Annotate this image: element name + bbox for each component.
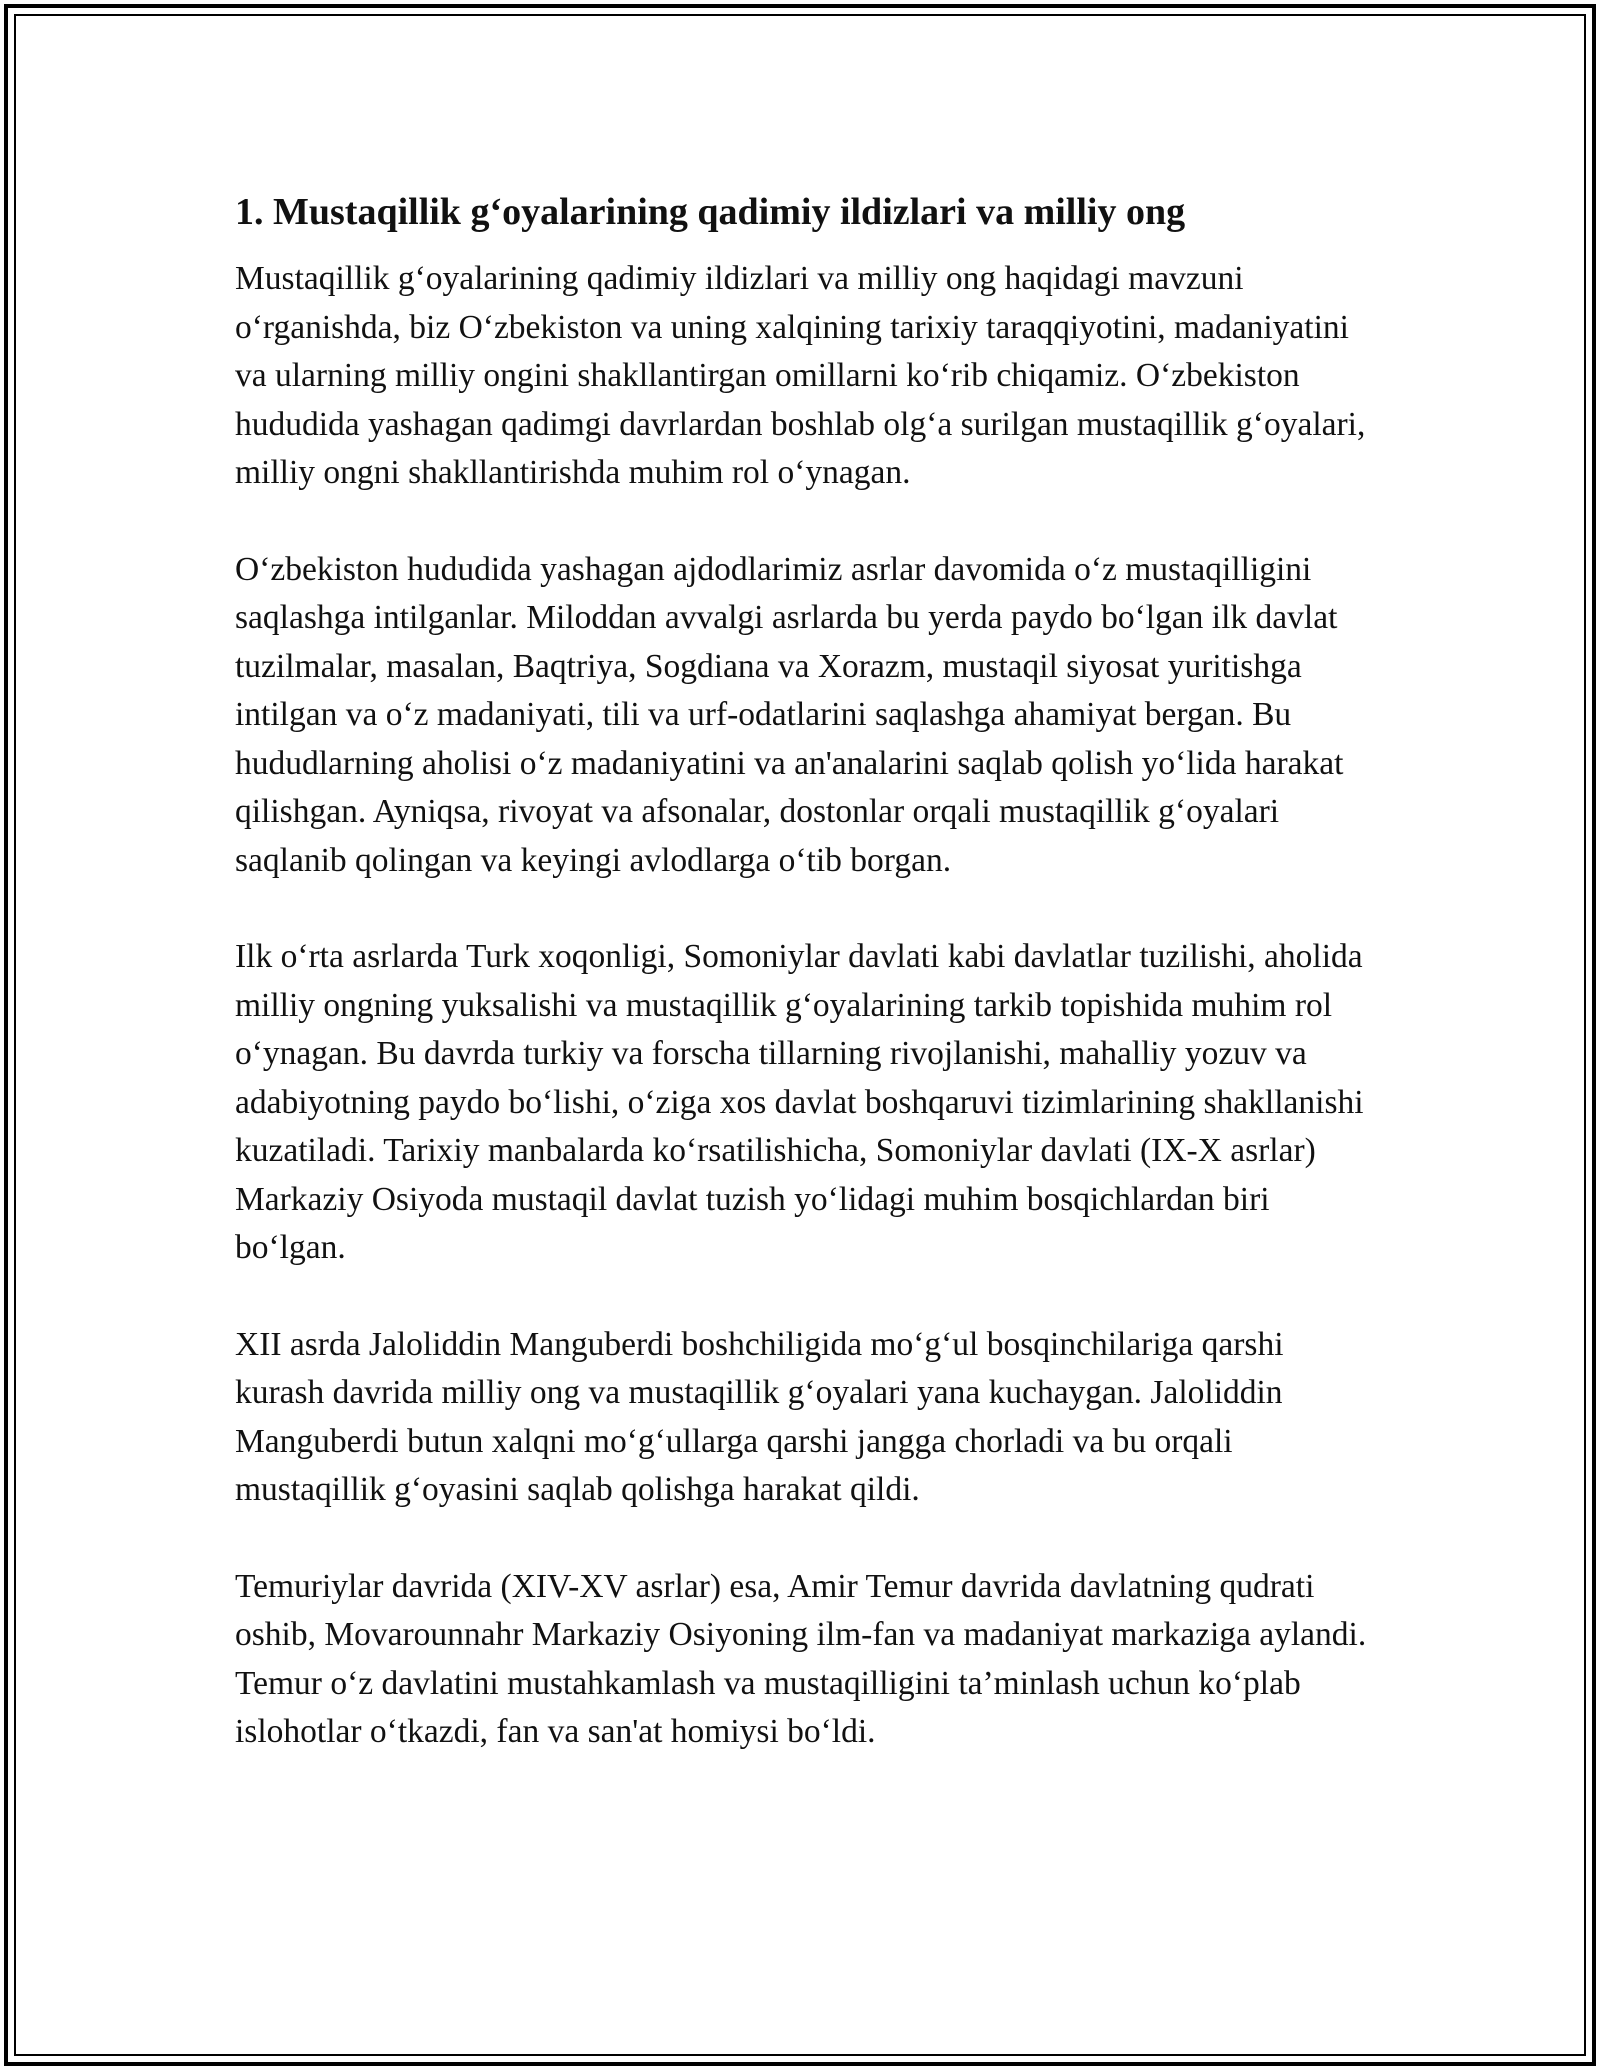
paragraph-2: O‘zbekiston hududida yashagan ajdodlarimiz asrlar davomida o‘z mustaqilligini saqlashga intilganlar. Miloddan avvalgi asrlarda bu yerda paydo bo‘lgan ilk davlat tuzilmalar, masalan, Baqtriya, Sogdiana va Xorazm, mustaqil siyosat yuritishga intilgan va o‘z madaniyati, tili va urf-odatlarini saqlashga ahamiyat bergan. Bu hududlarning aholisi o‘z madaniyatini va an'analarini saqlab qolish yo‘lida harakat qilishgan. Ayniqsa, rivoyat va afsonalar, dostonlar orqali mustaqillik g‘oyalari saqlanib qolingan va keyingi avlodlarga o‘tib borgan.: [235, 550, 1344, 879]
section-heading: 1. Mustaqillik g‘oyalarining qadimiy ildizlari va milliy ong: [235, 191, 1186, 233]
paragraph-1: Mustaqillik g‘oyalarining qadimiy ildizlari va milliy ong haqidagi mavzuni o‘rganishda, biz O‘zbekiston va uning xalqining tarixiy taraqqiyotini, madaniyatini va ularning milliy ongini shakllantirgan omillarni ko‘rib chiqamiz. O‘zbekiston hududida yashagan qadimgi davrlardan boshlab olg‘a surilgan mustaqillik g‘oyalari, milliy ongni shakllantirishda muhim rol o‘ynagan.: [235, 260, 1366, 491]
paragraph-3: Ilk o‘rta asrlarda Turk xoqonligi, Somoniylar davlati kabi davlatlar tuzilishi, aholida milliy ongning yuksalishi va mustaqillik g‘oyalarining tarkib topishida muhim rol o‘ynagan. Bu davrda turkiy va forscha tillarning rivojlanishi, mahalliy yozuv va adabiyotning paydo bo‘lishi, o‘ziga xos davlat boshqaruvi tizimlarining shakllanishi kuzatiladi. Tarixiy manbalarda ko‘rsatilishicha, Somoniylar davlati (IX-X asrlar) Markaziy Osiyoda mustaqil davlat tuzish yo‘lidagi muhim bosqichlardan biri bo‘lgan.: [235, 938, 1364, 1266]
document-body: [235, 186, 1375, 1805]
paragraph-4: XII asrda Jaloliddin Manguberdi boshchiligida mo‘g‘ul bosqinchilariga qarshi kurash davrida milliy ong va mustaqillik g‘oyalari yana kuchaygan. Jaloliddin Manguberdi butun xalqni mo‘g‘ullarga qarshi jangga chorladi va bu orqali mustaqillik g‘oyasini saqlab qolishga harakat qildi.: [235, 1325, 1284, 1508]
paragraph-5: Temuriylar davrida (XIV-XV asrlar) esa, Amir Temur davrida davlatning qudrati oshib, Movarounnahr Markaziy Osiyoning ilm-fan va madaniyat markaziga aylandi. Temur o‘z davlatini mustahkamlash va mustaqilligini ta’minlash uchun ko‘plab islohotlar o‘tkazdi, fan va san'at homiysi bo‘ldi.: [235, 1567, 1367, 1750]
